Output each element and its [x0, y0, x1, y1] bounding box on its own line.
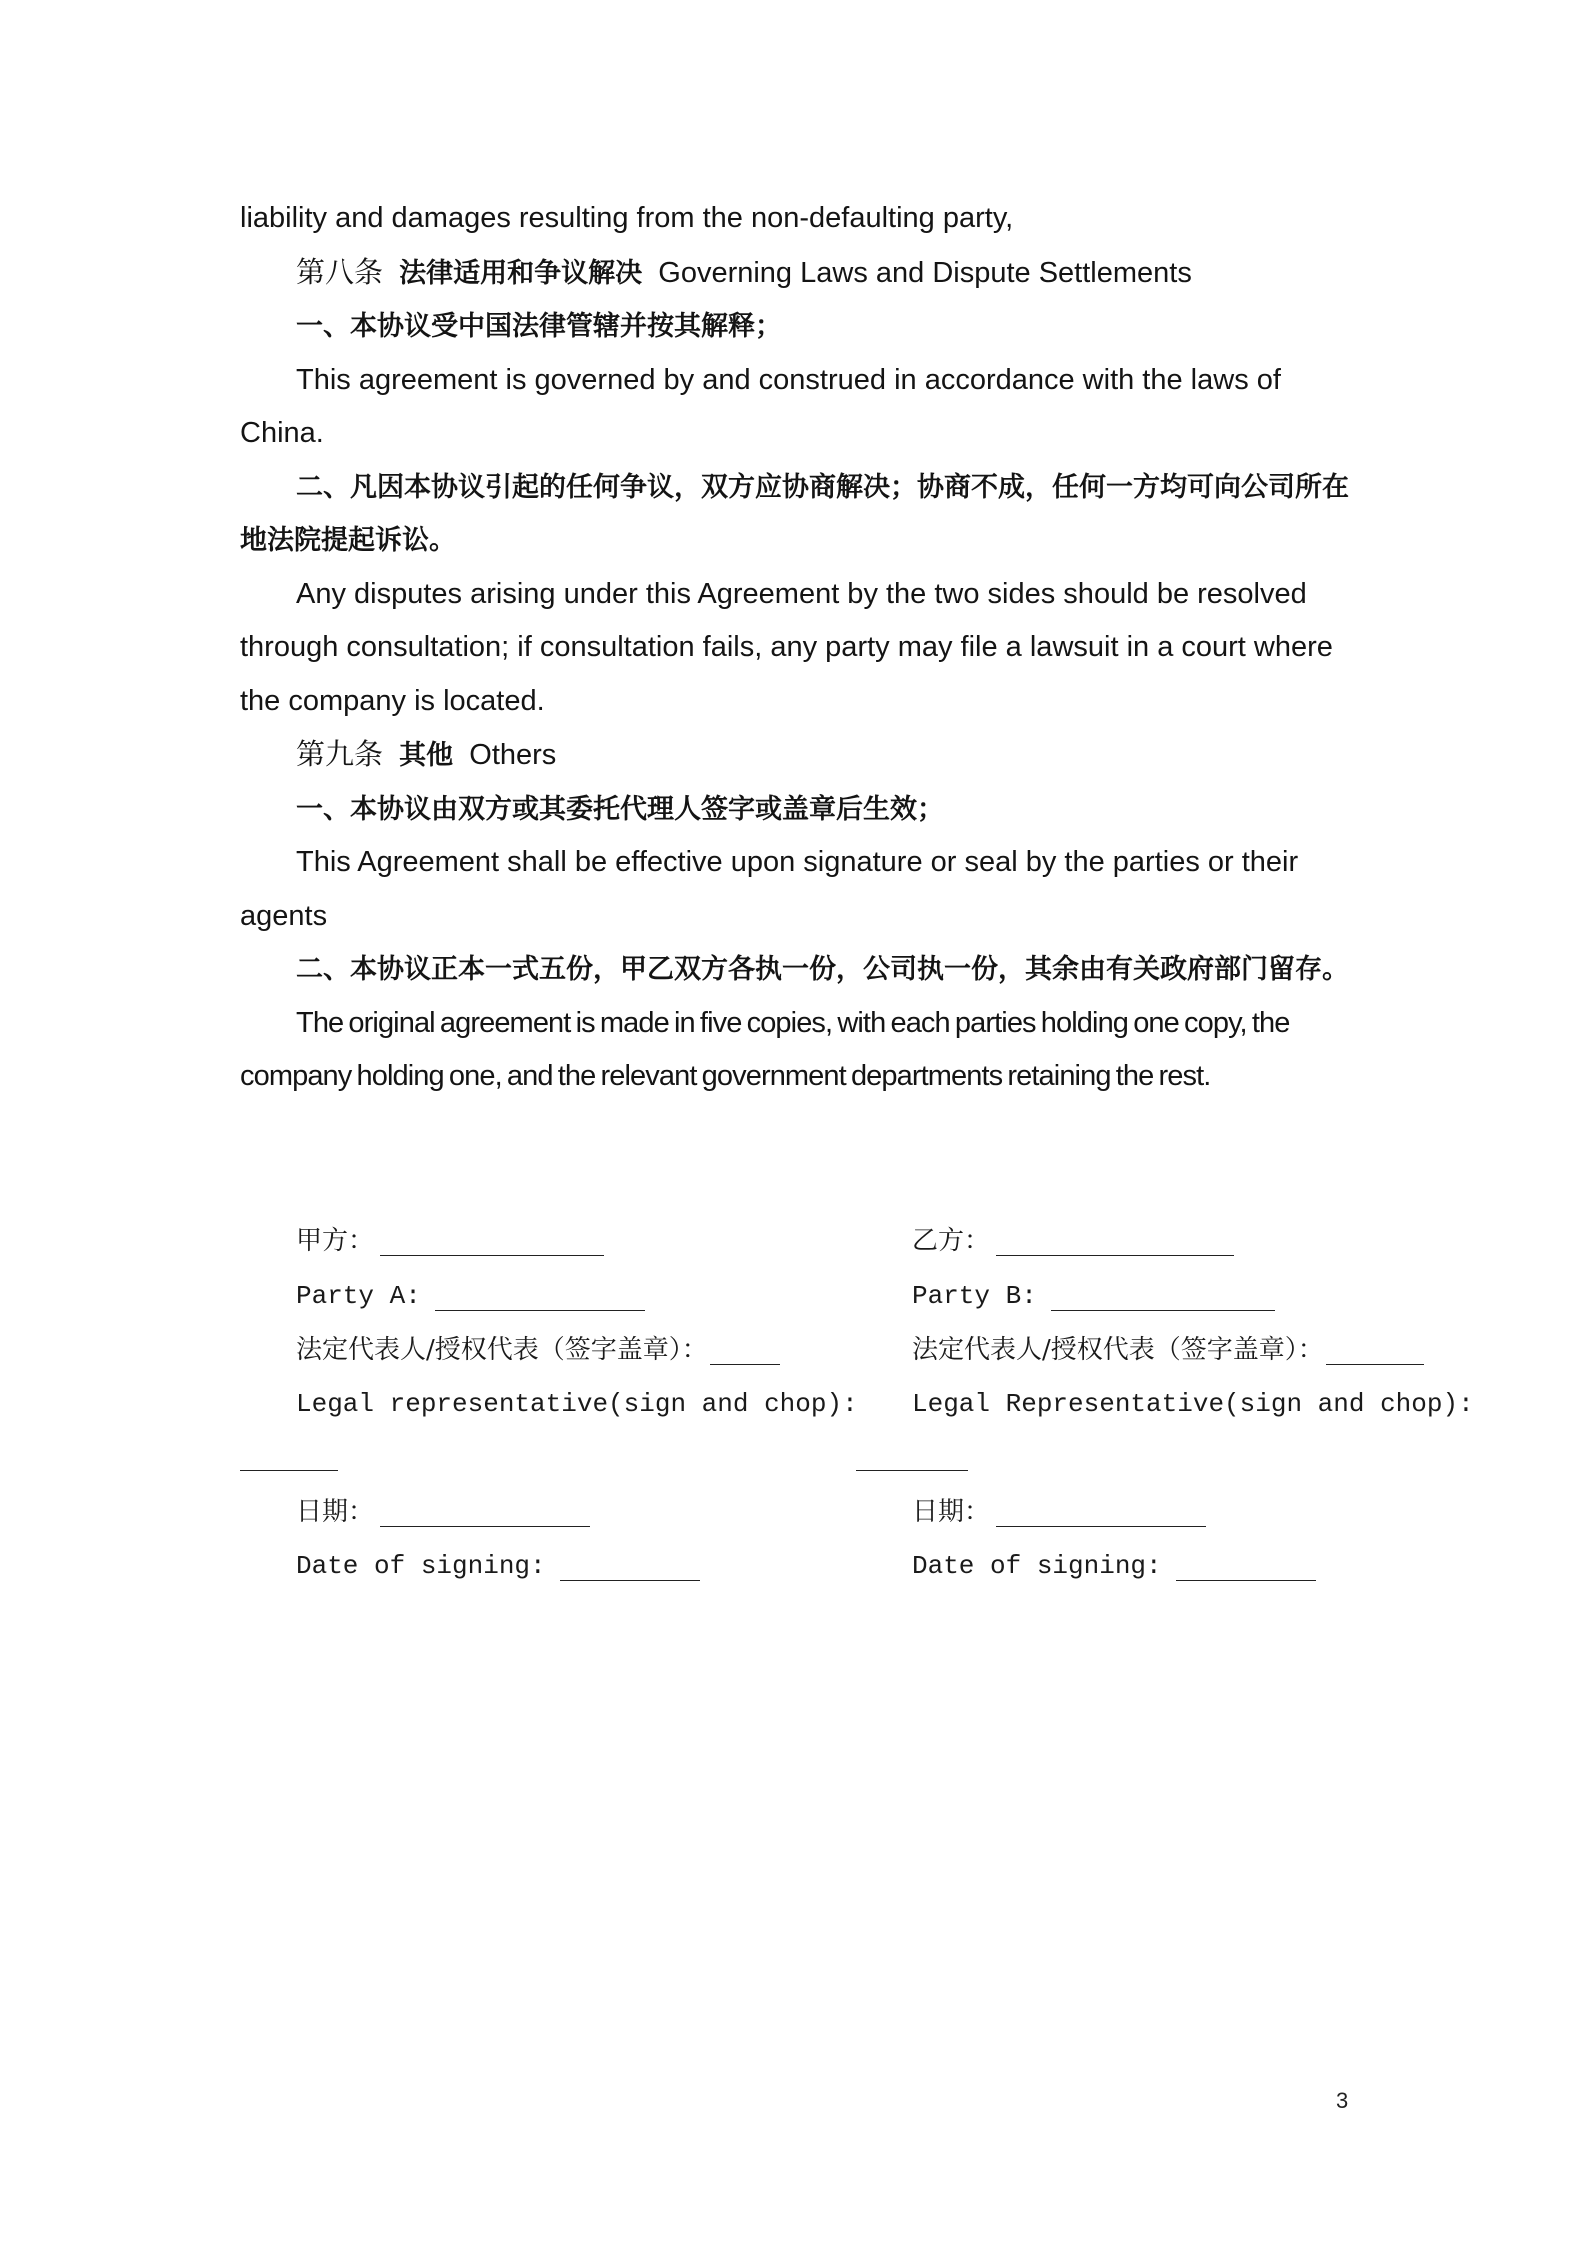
article-9-clause-1-cn: 一、本协议由双方或其委托代理人签字或盖章后生效； — [296, 793, 944, 825]
article-8-number: 第八条 — [296, 254, 384, 289]
party-b-rep-cn-line — [912, 1335, 1424, 1365]
article-8-title-en: Governing Laws and Dispute Settlements — [658, 256, 1192, 289]
party-a-date-cn-blank[interactable] — [380, 1498, 590, 1527]
article-9-number: 第九条 — [296, 737, 384, 771]
article-8-title-cn: 法律适用和争议解决 — [399, 257, 643, 289]
article-8-clause-1-cn: 一、本协议受中国法律管辖并按其解释； — [296, 311, 782, 342]
party-a-rep-cn-blank[interactable] — [710, 1336, 780, 1365]
party-a-rep-cn-label: 法定代表人/授权代表（签字盖章）： — [296, 1335, 708, 1365]
party-b-cn-label: 乙方： — [912, 1226, 991, 1256]
article-9-title-en: Others — [469, 739, 557, 771]
party-a-date-en-line — [296, 1551, 700, 1581]
article-9-heading — [240, 728, 1355, 783]
party-b-date-en-line — [912, 1551, 1316, 1581]
party-b-en-label: Party B: — [912, 1281, 1037, 1311]
party-b-rep-cn-blank[interactable] — [1326, 1336, 1424, 1365]
page-number: 3 — [1336, 2088, 1349, 2113]
article-8-heading — [240, 246, 1355, 301]
party-b-en-blank[interactable] — [1051, 1282, 1275, 1311]
party-a-cn-label: 甲方： — [296, 1226, 375, 1256]
party-a-date-cn-line — [296, 1497, 590, 1527]
party-b-rep-en-blank[interactable] — [856, 1442, 968, 1471]
party-b-rep-en-label: Legal Representative(sign and chop): — [912, 1389, 1474, 1419]
party-a-date-en-blank[interactable] — [560, 1552, 700, 1581]
article-9-clause-1-en: This Agreement shall be effective upon signature or seal by the parties or their agents — [240, 846, 1299, 932]
party-a-rep-en-blank[interactable] — [240, 1442, 338, 1471]
agreement-body — [240, 192, 1355, 1104]
party-a-cn-blank[interactable] — [380, 1227, 604, 1256]
party-b-cn-line — [912, 1226, 1234, 1256]
party-b-date-en-blank[interactable] — [1176, 1552, 1316, 1581]
party-b-en-line — [912, 1281, 1275, 1311]
party-a-en-blank[interactable] — [435, 1282, 645, 1311]
article-8-clause-1-en: This agreement is governed by and construed in accordance with the laws of China. — [240, 363, 1281, 449]
article-9-clause-2-cn: 二、本协议正本一式五份，甲乙双方各执一份，公司执一份，其余由有关政府部门留存。 — [296, 954, 1349, 985]
party-b-date-cn-line — [912, 1497, 1206, 1527]
article-8-clause-2-cn: 二、凡因本协议引起的任何争议，双方应协商解决；协商不成，任何一方均可向公司所在地法院提起诉讼。 — [240, 471, 1349, 556]
paragraph-liability-continued: liability and damages resulting from the non-defaulting party, — [240, 202, 1014, 234]
party-b-rep-cn-label: 法定代表人/授权代表（签字盖章）： — [912, 1335, 1324, 1365]
party-a-rep-en-label: Legal representative(sign and chop): — [296, 1389, 858, 1419]
party-a-en-line — [296, 1281, 645, 1311]
party-a-cn-line — [296, 1226, 604, 1256]
party-a-en-label: Party A: — [296, 1281, 421, 1311]
party-a-rep-cn-line — [296, 1335, 780, 1365]
party-b-cn-blank[interactable] — [996, 1227, 1234, 1256]
article-8-clause-2-en: Any disputes arising under this Agreement by the two sides should be resolved through consultation; if consultation fails, any party may file a lawsuit in a court where the company is located. — [240, 577, 1333, 717]
party-a-date-en-label: Date of signing: — [296, 1551, 546, 1581]
party-b-date-cn-blank[interactable] — [996, 1498, 1206, 1527]
article-9-title-cn: 其他 — [399, 740, 454, 771]
party-a-date-cn-label: 日期： — [296, 1497, 375, 1527]
party-b-date-en-label: Date of signing: — [912, 1551, 1162, 1581]
article-9-clause-2-en: The original agreement is made in five copies, with each parties holding one copy, the company holding one, and the relevant government departments retaining the rest. — [240, 1006, 1290, 1092]
party-b-date-cn-label: 日期： — [912, 1497, 991, 1527]
